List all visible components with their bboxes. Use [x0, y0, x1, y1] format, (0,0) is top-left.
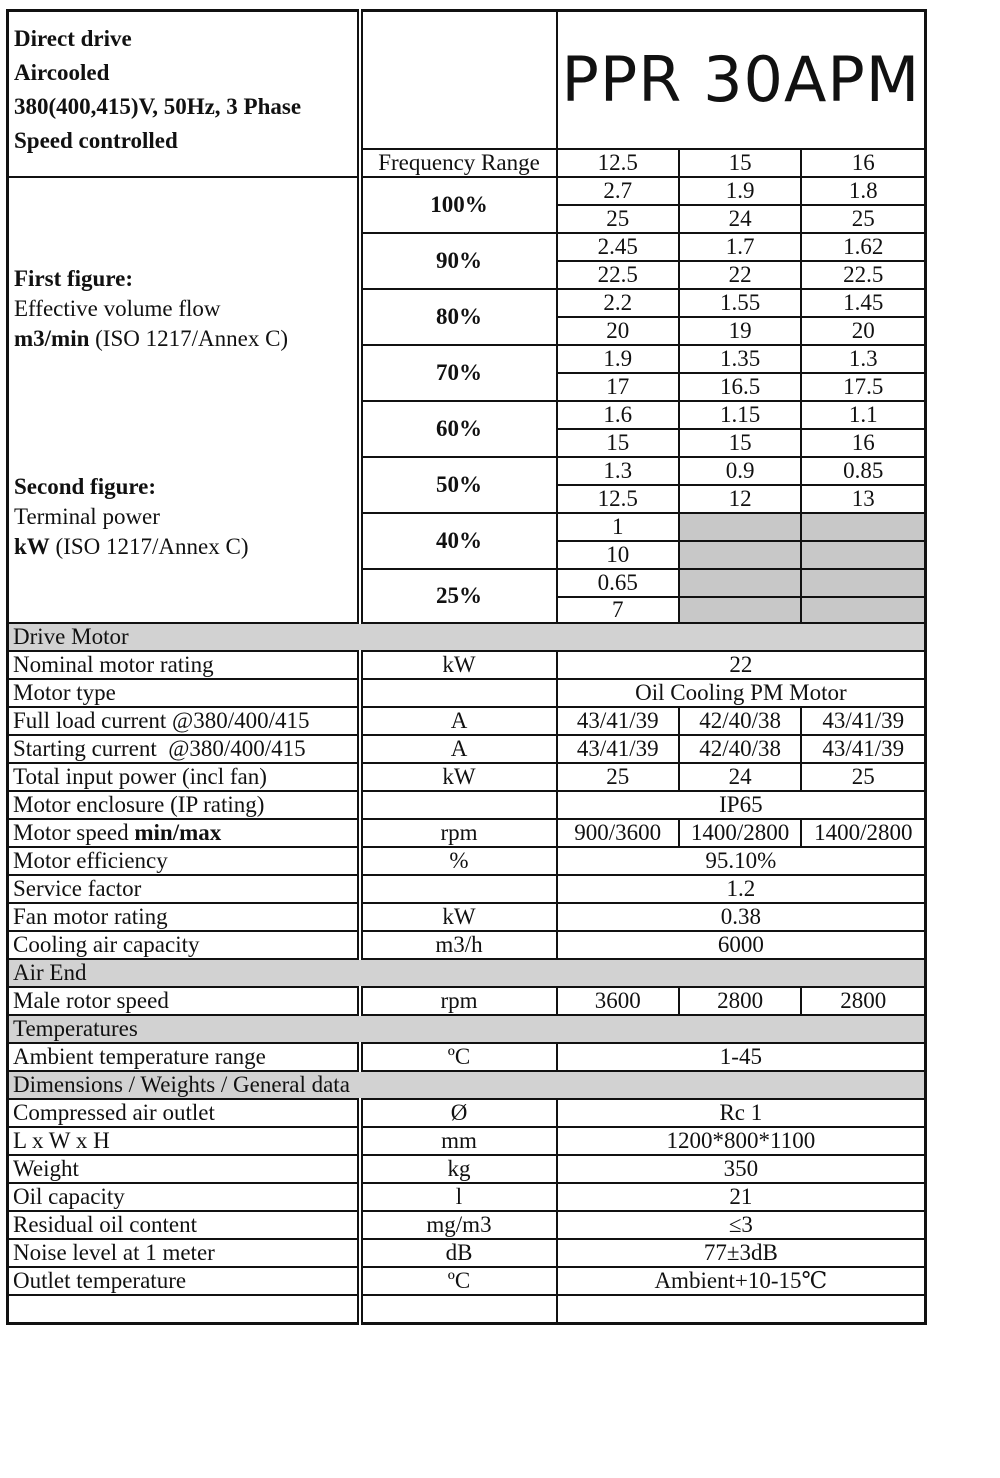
spec-value: 42/40/38 [679, 735, 801, 763]
spec-value: Ambient+10-15℃ [557, 1267, 926, 1295]
spec-label [8, 819, 360, 847]
spec-label: Motor enclosure (IP rating) [8, 791, 360, 819]
spec-value: 25 [557, 763, 679, 791]
spec-value: 43/41/39 [801, 735, 925, 763]
spec-value: 77±3dB [557, 1239, 926, 1267]
spec-value: 43/41/39 [801, 707, 925, 735]
spec-label: Ambient temperature range [8, 1043, 360, 1071]
spec-value: 43/41/39 [557, 707, 679, 735]
flow-value: 1.9 [679, 177, 801, 205]
flow-value: 1.7 [679, 233, 801, 261]
description-line-control: Speed controlled [14, 128, 178, 153]
spec-label: Weight [8, 1155, 360, 1183]
power-value: 22 [679, 261, 801, 289]
unavailable-cell [801, 569, 925, 597]
spec-unit: mg/m3 [360, 1211, 557, 1239]
flow-value: 2.7 [557, 177, 679, 205]
spec-label: Nominal motor rating [8, 651, 360, 679]
power-value: 17.5 [801, 373, 925, 401]
spec-value: 350 [557, 1155, 926, 1183]
flow-value: 1.3 [557, 457, 679, 485]
spec-value: 1400/2800 [679, 819, 801, 847]
spec-value: 21 [557, 1183, 926, 1211]
flow-value: 2.45 [557, 233, 679, 261]
power-value: 15 [679, 429, 801, 457]
power-value: 10 [557, 541, 679, 569]
spec-unit [360, 791, 557, 819]
section-drive-motor: Drive Motor [8, 623, 926, 651]
flow-value: 0.85 [801, 457, 925, 485]
power-value: 7 [557, 597, 679, 623]
spec-unit: ºC [360, 1267, 557, 1295]
power-value: 19 [679, 317, 801, 345]
empty-row-cell [360, 1295, 557, 1324]
flow-value: 1.62 [801, 233, 925, 261]
spec-label: Residual oil content [8, 1211, 360, 1239]
load-percentage: 70% [360, 345, 557, 401]
first-figure-standard: (ISO 1217/Annex C) [89, 325, 289, 351]
empty-row-cell [557, 1295, 926, 1324]
spec-label: Fan motor rating [8, 903, 360, 931]
empty-row-cell [8, 1295, 360, 1324]
description-line-voltage: 380(400,415)V, 50Hz, 3 Phase [14, 94, 302, 119]
power-value: 16.5 [679, 373, 801, 401]
spec-value: 900/3600 [557, 819, 679, 847]
spec-value: 25 [801, 763, 925, 791]
power-value: 24 [679, 205, 801, 233]
spec-unit: rpm [360, 819, 557, 847]
figure-legend [8, 177, 360, 623]
spec-value: 0.38 [557, 903, 926, 931]
first-figure-title: First figure: [14, 265, 134, 291]
spec-label: Service factor [8, 875, 360, 903]
spec-value: 6000 [557, 931, 926, 959]
spec-unit: % [360, 847, 557, 875]
unavailable-cell [679, 541, 801, 569]
spec-unit: kW [360, 763, 557, 791]
description-line-cooling: Aircooled [14, 60, 110, 85]
power-value: 25 [557, 205, 679, 233]
power-value: 20 [801, 317, 925, 345]
spec-value: 1-45 [557, 1043, 926, 1071]
flow-value: 1.3 [801, 345, 925, 373]
spec-label: Noise level at 1 meter [8, 1239, 360, 1267]
unavailable-cell [801, 597, 925, 623]
flow-value: 1.45 [801, 289, 925, 317]
spec-value: ≤3 [557, 1211, 926, 1239]
flow-value: 2.2 [557, 289, 679, 317]
spec-unit: kW [360, 903, 557, 931]
spec-sheet-table [6, 9, 927, 1325]
spec-value: 2800 [679, 987, 801, 1015]
spec-value: 3600 [557, 987, 679, 1015]
product-description [8, 11, 360, 177]
flow-value: 1.9 [557, 345, 679, 373]
motor-speed-label-bold: min/max [134, 820, 222, 845]
power-value: 12 [679, 485, 801, 513]
spec-value: 22 [557, 651, 926, 679]
load-percentage: 40% [360, 513, 557, 569]
first-figure-unit: m3/min [14, 325, 90, 351]
second-figure-standard: (ISO 1217/Annex C) [49, 533, 249, 559]
second-figure-unit: kW [14, 533, 50, 559]
spec-value: 2800 [801, 987, 925, 1015]
spec-unit [360, 875, 557, 903]
unavailable-cell [801, 513, 925, 541]
spec-unit: A [360, 735, 557, 763]
spec-value: IP65 [557, 791, 926, 819]
spec-value: Rc 1 [557, 1099, 926, 1127]
spec-label: Motor type [8, 679, 360, 707]
spec-unit: m3/h [360, 931, 557, 959]
power-value: 20 [557, 317, 679, 345]
section-dimensions: Dimensions / Weights / General data [8, 1071, 926, 1099]
power-value: 22.5 [557, 261, 679, 289]
load-percentage: 90% [360, 233, 557, 289]
unavailable-cell [801, 541, 925, 569]
section-air-end: Air End [8, 959, 926, 987]
load-percentage: 50% [360, 457, 557, 513]
spec-unit: kW [360, 651, 557, 679]
flow-value: 1 [557, 513, 679, 541]
model-title: PPR 30APM [557, 11, 926, 149]
frequency-value: 16 [801, 149, 925, 177]
spec-label: L x W x H [8, 1127, 360, 1155]
spec-label: Oil capacity [8, 1183, 360, 1211]
power-value: 22.5 [801, 261, 925, 289]
flow-value: 1.8 [801, 177, 925, 205]
second-figure-title: Second figure: [14, 473, 157, 499]
unavailable-cell [679, 597, 801, 623]
spec-unit: mm [360, 1127, 557, 1155]
section-temperatures: Temperatures [8, 1015, 926, 1043]
first-figure-desc: Effective volume flow [14, 295, 221, 321]
second-figure-desc: Terminal power [14, 503, 160, 529]
power-value: 25 [801, 205, 925, 233]
power-value: 15 [557, 429, 679, 457]
spec-unit: kg [360, 1155, 557, 1183]
spec-value: 24 [679, 763, 801, 791]
description-line-drive: Direct drive [14, 26, 132, 51]
power-value: 16 [801, 429, 925, 457]
spec-label: Full load current @380/400/415 [8, 707, 360, 735]
spec-unit: ºC [360, 1043, 557, 1071]
power-value: 13 [801, 485, 925, 513]
spec-value: 1400/2800 [801, 819, 925, 847]
spec-unit: A [360, 707, 557, 735]
load-percentage: 60% [360, 401, 557, 457]
spec-value: 43/41/39 [557, 735, 679, 763]
motor-speed-label: Motor speed [13, 820, 135, 845]
frequency-value: 12.5 [557, 149, 679, 177]
load-percentage: 100% [360, 177, 557, 233]
power-value: 17 [557, 373, 679, 401]
flow-value: 1.1 [801, 401, 925, 429]
spec-label: Starting current @380/400/415 [8, 735, 360, 763]
spec-label: Compressed air outlet [8, 1099, 360, 1127]
spec-value: 95.10% [557, 847, 926, 875]
spec-value: 42/40/38 [679, 707, 801, 735]
spec-value: 1.2 [557, 875, 926, 903]
frequency-value: 15 [679, 149, 801, 177]
spec-unit: Ø [360, 1099, 557, 1127]
spec-value: 1200*800*1100 [557, 1127, 926, 1155]
unavailable-cell [679, 569, 801, 597]
flow-value: 1.55 [679, 289, 801, 317]
flow-value: 1.6 [557, 401, 679, 429]
spec-unit: rpm [360, 987, 557, 1015]
flow-value: 1.15 [679, 401, 801, 429]
spec-unit: dB [360, 1239, 557, 1267]
spec-label: Male rotor speed [8, 987, 360, 1015]
spec-unit: l [360, 1183, 557, 1211]
unavailable-cell [679, 513, 801, 541]
spec-label: Motor efficiency [8, 847, 360, 875]
flow-value: 1.35 [679, 345, 801, 373]
power-value: 12.5 [557, 485, 679, 513]
frequency-range-label: Frequency Range [360, 149, 557, 177]
header-blank-cell [360, 11, 557, 149]
spec-unit [360, 679, 557, 707]
spec-value: Oil Cooling PM Motor [557, 679, 926, 707]
load-percentage: 80% [360, 289, 557, 345]
spec-label: Total input power (incl fan) [8, 763, 360, 791]
flow-value: 0.9 [679, 457, 801, 485]
load-percentage: 25% [360, 569, 557, 623]
flow-value: 0.65 [557, 569, 679, 597]
spec-label: Outlet temperature [8, 1267, 360, 1295]
spec-label: Cooling air capacity [8, 931, 360, 959]
